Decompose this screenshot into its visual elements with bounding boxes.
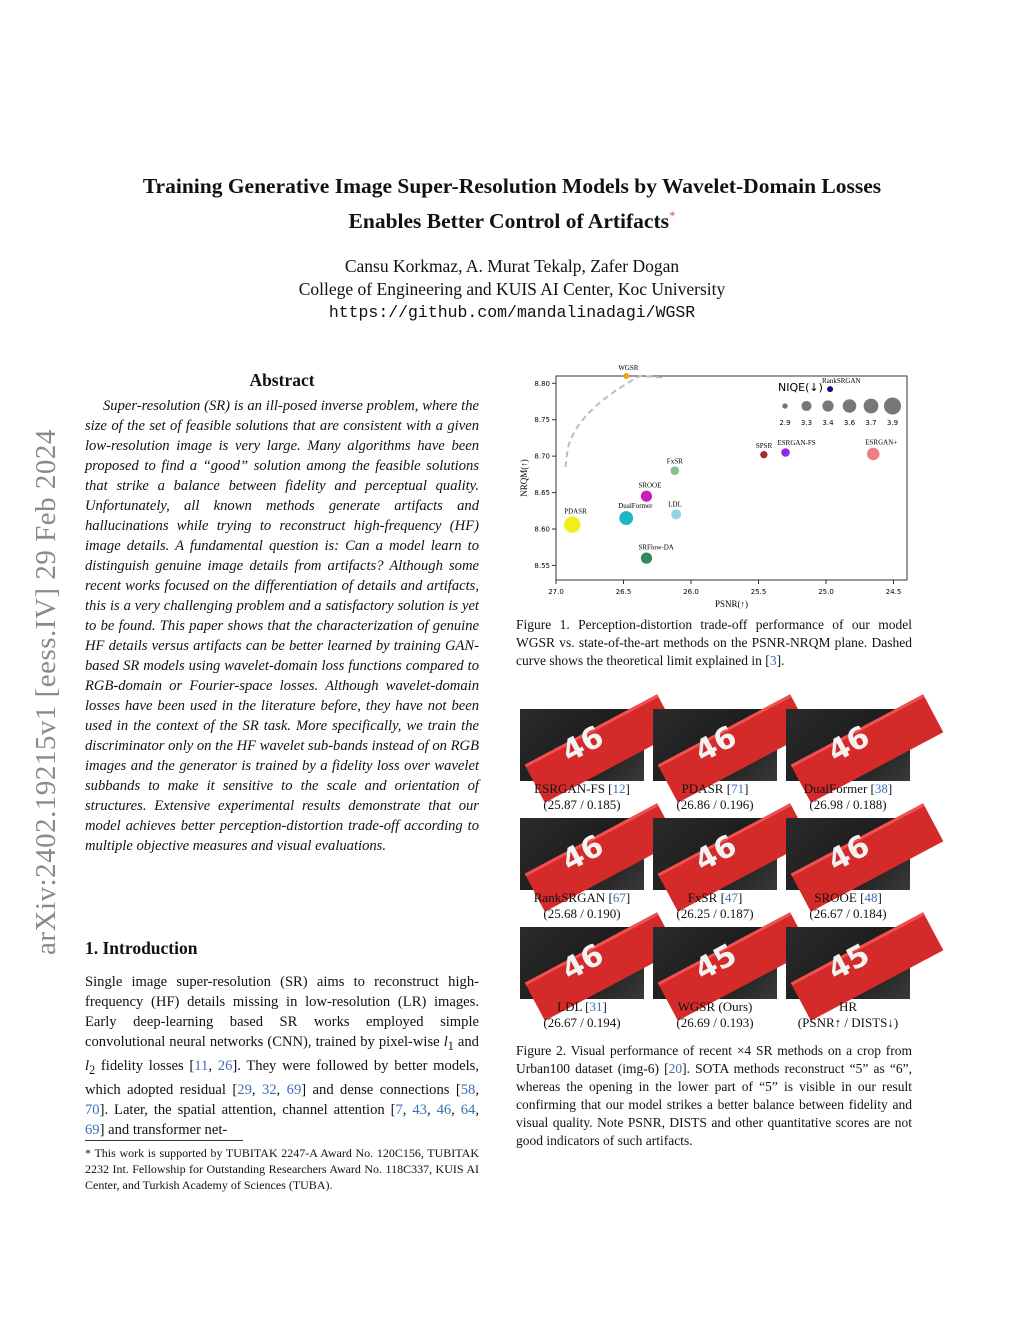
point-spsr bbox=[760, 451, 767, 458]
legend-marker bbox=[864, 399, 879, 414]
point-srflow-da bbox=[641, 553, 652, 564]
point-ldl bbox=[671, 509, 681, 519]
point-srooe bbox=[641, 491, 652, 502]
tile-caption: WGSR (Ours) (26.69 / 0.193) bbox=[676, 999, 754, 1030]
x-tick-label: 25.0 bbox=[818, 588, 834, 596]
citation[interactable]: 26 bbox=[217, 1057, 233, 1074]
tile-caption: FxSR [47] (26.25 / 0.187) bbox=[676, 890, 754, 921]
point-label: WGSR bbox=[618, 364, 639, 372]
y-tick-label: 8.60 bbox=[534, 525, 550, 534]
x-tick-label: 26.0 bbox=[683, 588, 699, 596]
tile-caption: PDASR [71] (26.86 / 0.196) bbox=[676, 781, 754, 812]
point-esrgan-fs bbox=[781, 448, 790, 457]
point-label: SPSR bbox=[755, 442, 773, 451]
citation[interactable]: 64 bbox=[460, 1101, 476, 1118]
point-wgsr bbox=[623, 373, 629, 379]
y-tick-label: 8.80 bbox=[534, 379, 550, 388]
legend-label: 3.6 bbox=[843, 419, 856, 427]
sign-digits: 46 bbox=[556, 719, 610, 770]
point-fxsr bbox=[671, 466, 680, 475]
authors: Cansu Korkmaz, A. Murat Tekalp, Zafer Dogan bbox=[344, 256, 680, 276]
tile-caption: DualFormer [38] (26.98 / 0.188) bbox=[803, 781, 893, 812]
y-axis-label: NRQM(↑) bbox=[519, 459, 529, 497]
arxiv-id: arXiv:2402.19215v1 [eess.IV] 29 Feb 2024 bbox=[30, 429, 62, 955]
citation[interactable]: 32 bbox=[261, 1081, 277, 1098]
citation[interactable]: 69 bbox=[286, 1081, 302, 1098]
sr-result-image bbox=[653, 927, 777, 999]
point-dualformer bbox=[619, 511, 633, 525]
tile-caption: HR (PSNR↑ / DISTS↓) bbox=[797, 999, 899, 1030]
sign-digits: 46 bbox=[822, 828, 876, 879]
perception-distortion-chart bbox=[516, 364, 916, 615]
abstract-text: Super-resolution (SR) is an ill-posed inverse problem, where the size of the set of feasible solutions that are consistent with a given low-resolution image is very large. Many algorithms have been proposed to find a “good” solution among the feasible solutions that strike a balance between fidelity and perceptual quality. Unfortunately, all known methods generate artifacts and hallucinations while trying to reconstruct high-frequency (HF) image details. A fundamental question is: Can a model learn to distinguish genuine image details from artifacts? Although some recent works focused on the differentiation of details and artifacts, this is a very challenging problem and a satisfactory solution is yet to be found. This paper shows that the characterization of genuine HF details versus artifacts can be better learned by training GAN-based SR models using wavelet-domain loss functions compared to RGB-domain or Fourier-space losses. Although wavelet-domain losses have been used in the literature before, they have not been used in the context of the SR task. More specifically, we train the discriminator only on the HF wavelet sub-bands instead of on RGB images and the generator is trained by a fidelity loss over wavelet subbands to make it sensitive to the scale and orientation of structures. Extensive experimental results demonstrate that our model achieves better perception-distortion trade-off according to multiple objective measures and visual evaluations. bbox=[85, 398, 479, 854]
sign-digits: 46 bbox=[689, 828, 743, 879]
y-tick-label: 8.70 bbox=[534, 452, 550, 461]
legend-marker bbox=[782, 403, 787, 408]
citation[interactable]: 7 bbox=[395, 1101, 403, 1118]
legend-marker bbox=[822, 400, 833, 411]
tile-caption: ESRGAN-FS [12] (25.87 / 0.185) bbox=[534, 781, 630, 812]
point-label: ESRGAN-FS bbox=[777, 439, 816, 448]
citation[interactable]: 38 bbox=[874, 781, 888, 796]
citation[interactable]: 3 bbox=[769, 653, 777, 668]
sign-digits: 45 bbox=[689, 937, 743, 988]
legend-marker bbox=[843, 399, 857, 413]
point-esrgan- bbox=[867, 448, 880, 461]
citation[interactable]: 47 bbox=[724, 890, 738, 905]
point-label: SROOE bbox=[638, 481, 662, 490]
sign-digits: 46 bbox=[822, 719, 876, 770]
y-tick-label: 8.75 bbox=[534, 416, 550, 425]
citation[interactable]: 46 bbox=[436, 1101, 452, 1118]
title-line-2: Enables Better Control of Artifacts* bbox=[348, 208, 676, 234]
sr-result-image bbox=[786, 818, 910, 890]
legend-title: NIQE(↓) bbox=[778, 381, 823, 394]
point-label: PDASR bbox=[564, 507, 587, 516]
point-label: SRFlow-DA bbox=[638, 543, 674, 552]
x-tick-label: 25.5 bbox=[750, 588, 767, 596]
x-tick-label: 27.0 bbox=[548, 588, 564, 596]
intro-heading: 1. Introduction bbox=[85, 938, 198, 958]
citation[interactable]: 12 bbox=[612, 781, 626, 796]
citation[interactable]: 20 bbox=[668, 1061, 683, 1076]
citation[interactable]: 11 bbox=[194, 1057, 209, 1074]
citation[interactable]: 58 bbox=[460, 1081, 476, 1098]
affiliation: College of Engineering and KUIS AI Center, Koc University bbox=[298, 279, 726, 299]
sr-result-image bbox=[520, 709, 644, 781]
sign-digits: 46 bbox=[689, 719, 743, 770]
citation[interactable]: 43 bbox=[412, 1101, 427, 1118]
x-tick-label: 26.5 bbox=[615, 588, 632, 596]
y-tick-label: 8.55 bbox=[534, 561, 550, 570]
sign-digits: 46 bbox=[556, 937, 610, 988]
arxiv-sidebar bbox=[30, 355, 62, 955]
sr-result-image bbox=[520, 818, 644, 890]
title-line-1: Training Generative Image Super-Resolution Models by Wavelet-Domain Losses bbox=[142, 174, 882, 198]
point-label: ESRGAN+ bbox=[865, 438, 898, 447]
title-footnote-mark[interactable]: * bbox=[668, 208, 676, 223]
point-pdasr bbox=[564, 516, 580, 532]
y-tick-label: 8.65 bbox=[534, 489, 550, 498]
x-tick-label: 24.5 bbox=[885, 588, 902, 596]
citation[interactable]: 70 bbox=[85, 1101, 100, 1118]
tile-caption: RankSRGAN [67] (25.68 / 0.190) bbox=[533, 890, 631, 921]
paper-title bbox=[40, 172, 984, 236]
point-ranksrgan bbox=[827, 386, 833, 392]
point-label: DualFormer bbox=[618, 502, 653, 511]
x-axis-label: PSNR(↑) bbox=[714, 599, 749, 609]
citation[interactable]: 31 bbox=[589, 999, 603, 1014]
sign-digits: 46 bbox=[556, 828, 610, 879]
legend-label: 3.7 bbox=[865, 419, 877, 427]
tile-caption: SROOE [48] (26.67 / 0.184) bbox=[809, 890, 887, 921]
abstract-heading: Abstract bbox=[249, 370, 315, 390]
point-label: LDL bbox=[668, 500, 682, 509]
figure1-caption: Figure 1. Perception-distortion trade-off performance of our model WGSR vs. state-of-the-art methods on the PSNR-NRQM plane. Dashed curve shows the theoretical limit explained in [3]. bbox=[516, 617, 912, 668]
figure2-caption: Figure 2. Visual performance of recent ×4 SR methods on a crop from Urban100 dataset (img-6) [20]. SOTA methods reconstruct “5” as “6”, whereas the opening in the lower part of “5” is visible in our result confirming that our model strikes a better balance between fidelity and visual quality. Note PSNR, DISTS and other quantitative scores are not good indicators of such artifacts. bbox=[516, 1043, 913, 1148]
citation[interactable]: 29 bbox=[237, 1081, 252, 1098]
citation[interactable]: 71 bbox=[731, 781, 745, 796]
legend-label: 3.3 bbox=[800, 419, 813, 427]
footnote: * This work is supported by TUBITAK 2247-A Award No. 120C156, TUBITAK 2232 Int. Fellowship for Outstanding Researchers Award No. 118C337, KUIS AI Center, and Turkish Academy of Sciences (TUBA). bbox=[85, 1146, 479, 1192]
point-label: FxSR bbox=[666, 457, 683, 466]
sr-result-image bbox=[653, 709, 777, 781]
sr-result-image bbox=[786, 927, 910, 999]
legend-label: 2.9 bbox=[779, 419, 791, 427]
tile-caption: LDL [31] (26.67 / 0.194) bbox=[543, 999, 621, 1030]
sr-result-image bbox=[520, 927, 644, 999]
sr-result-image bbox=[786, 709, 910, 781]
legend-label: 3.4 bbox=[822, 419, 834, 427]
point-label: RankSRGAN bbox=[822, 377, 861, 386]
author-block bbox=[40, 255, 984, 324]
intro-text: Single image super-resolution (SR) aims to reconstruct high-frequency (HF) details missing in low-resolution (LR) images. Early deep-learning based SR works employed simple convolutional neural networks (CNN), trained by pixel-wise $l_1$ and $l_2$ fidelity losses [11, 26]. They were followed by better models, which adopted residual [29, 32, 69] and dense connections [58, 70]. Later, the spatial attention, channel attention [7, 43, 46, 64, 69] and transformer net- bbox=[85, 974, 479, 1138]
sr-result-image bbox=[653, 818, 777, 890]
sign-digits: 45 bbox=[822, 937, 876, 988]
legend-marker bbox=[801, 401, 811, 411]
citation[interactable]: 67 bbox=[612, 890, 626, 905]
legend-marker bbox=[884, 397, 901, 414]
footnote-rule bbox=[85, 1140, 243, 1141]
repo-link[interactable]: https://github.com/mandalinadagi/WGSR bbox=[328, 303, 696, 322]
citation[interactable]: 48 bbox=[864, 890, 878, 905]
citation[interactable]: 69 bbox=[85, 1121, 100, 1138]
legend-label: 3.9 bbox=[886, 419, 899, 427]
